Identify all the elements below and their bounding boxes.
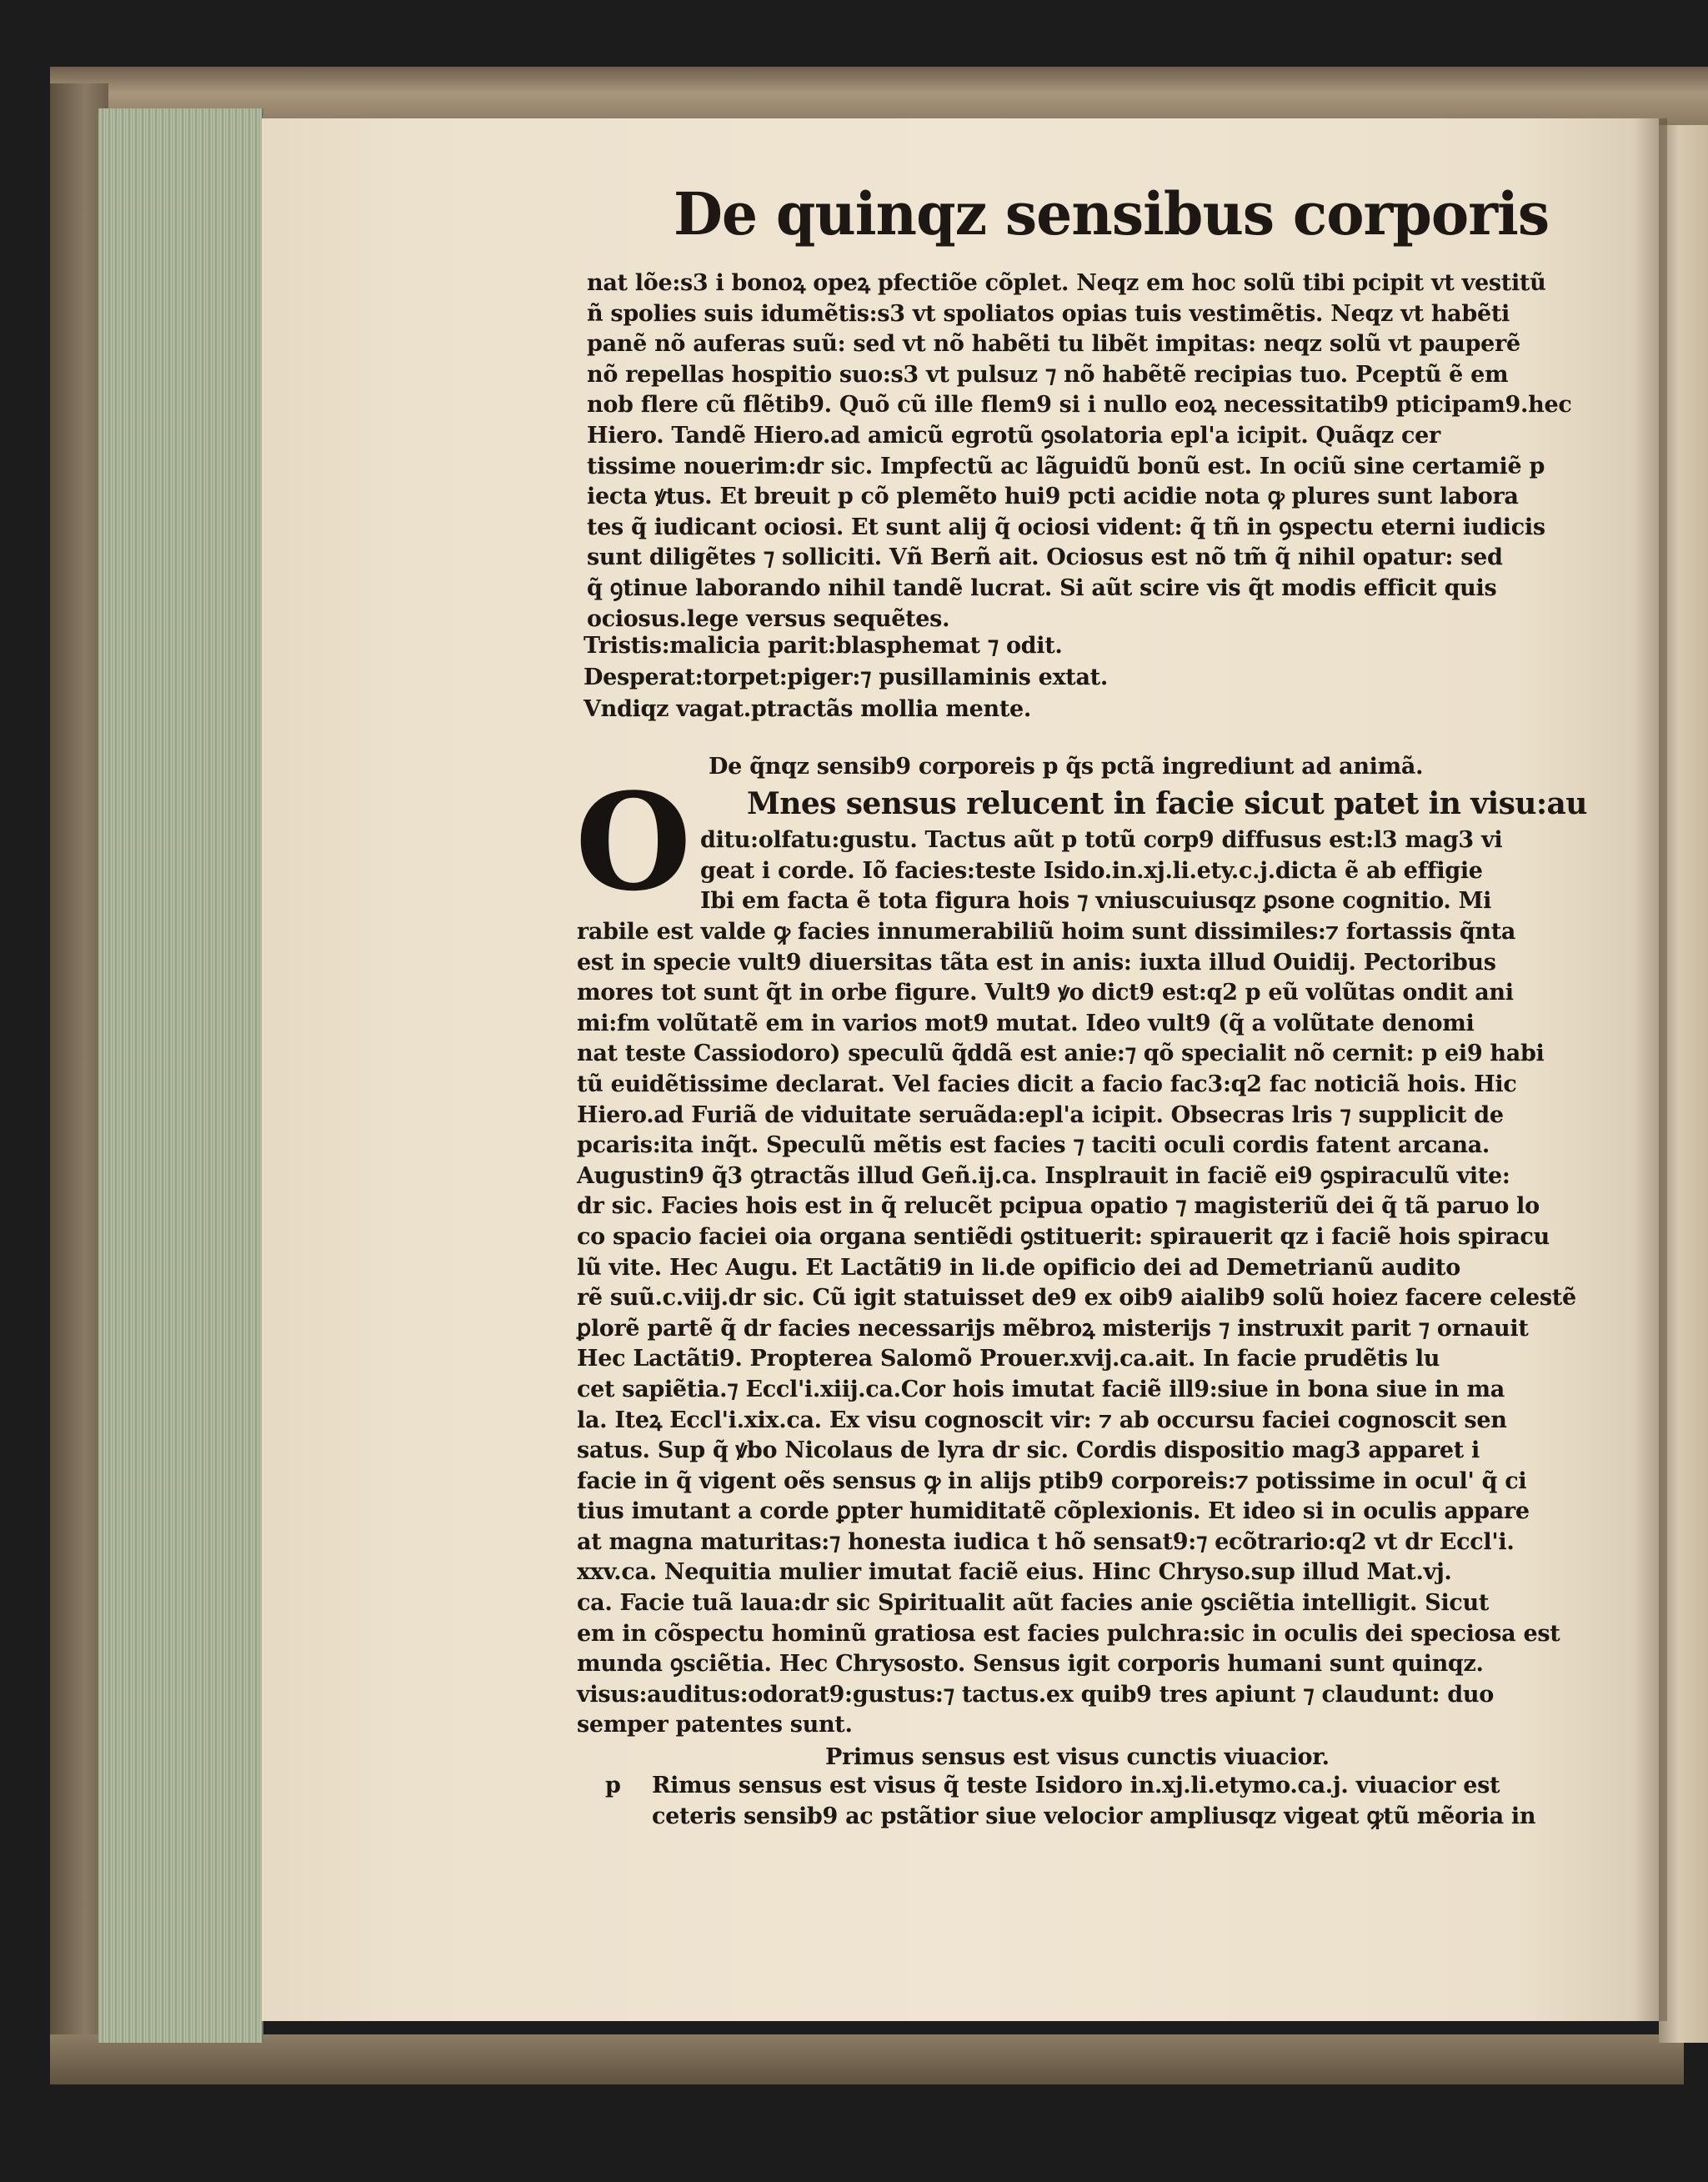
text-line: tius imutant a corde ꝑpter humiditatẽ cõplexionis. Et ideo si in oculis appare (577, 1498, 1530, 1525)
text-line: visus:auditus:odorat9:gustus:⁊ tactus.ex quib9 tres apiunt ⁊ claudunt: duo (577, 1681, 1494, 1708)
text-line: ditu:olfatu:gustu. Tactus aũt p totũ corp9 diffusus est:l3 mag3 vi (700, 827, 1503, 853)
paragraph-3 (652, 1771, 1594, 1832)
text-line: panẽ nõ auferas suũ: sed vt nõ habẽti tu libẽt impitas: neqz solũ vt pauperẽ (587, 331, 1520, 358)
text-line: facie in q̃ vigent oẽs sensus ꝙ in alijs ptib9 corporeis:⁊ potissime in ocul' q̃ ci (577, 1467, 1527, 1494)
text-line: iecta ꝟtus. Et breuit p cõ plemẽto hui9 pcti acidie nota ꝙ plures sunt labora (587, 484, 1519, 510)
guide-letter: p (605, 1773, 621, 1798)
text-line: ñ spolies suis idumẽtis:s3 vt spoliatos opias tuis vestimẽtis. Neqz vt habẽti (587, 300, 1510, 327)
text-line: rẽ suũ.c.viij.dr sic. Cũ igit statuisset de9 ex oib9 aialib9 solũ hoiez facere celestẽ (577, 1285, 1576, 1312)
text-line: tũ euidẽtissime declarat. Vel facies dicit a facio fac3:q2 fac noticiã hois. Hic (577, 1071, 1517, 1097)
text-line: dr sic. Facies hois est in q̃ relucẽt pcipua opatio ⁊ magisteriũ dei q̃ tã paruo lo (577, 1193, 1540, 1220)
text-line: co spacio faciei oia organa sentiẽdi ꝯstituerit: spirauerit qz i faciẽ hois spiracu (577, 1223, 1550, 1250)
paragraph-2-indented (700, 825, 1600, 917)
text-line: em in cõspectu hominũ gratiosa est facies pulchra:sic in oculis dei speciosa est (577, 1620, 1560, 1647)
text-line: tissime nouerim:dr sic. Impfectũ ac lãguidũ bonũ est. In ociũ sine certamiẽ p (587, 453, 1545, 479)
text-line: Ibi em facta ẽ tota figura hois ⁊ vniuscuiusqz ꝑsone cognitio. Mi (700, 888, 1492, 915)
text-line: rabile est valde ꝙ facies innumerabiliũ hoim sunt dissimiles:⁊ fortassis q̃nta (577, 919, 1516, 945)
text-line: Augustin9 q̃3 ꝯtractãs illud Geñ.ij.ca. Insplrauit in faciẽ ei9 ꝯspiraculũ vite: (577, 1162, 1510, 1189)
running-title: De quinqz sensibus corporis (674, 179, 1550, 248)
text-line: nõ repellas hospitio suo:s3 vt pulsuz ⁊ nõ habẽtẽ recipias tuo. Pceptũ ẽ em (587, 361, 1509, 388)
text-line: munda ꝯsciẽtia. Hec Chrysosto. Sensus igit corporis humani sunt quinqz. (577, 1651, 1484, 1678)
text-line: nat teste Cassiodoro) speculũ q̃ddã est anie:⁊ qõ specialit nõ cernit: p ei9 habi (577, 1041, 1545, 1067)
text-line: lũ vite. Hec Augu. Et Lactãti9 in li.de opificio dei ad Demetrianũ audito (577, 1254, 1460, 1281)
book-cover-top-edge (50, 67, 1708, 125)
text-line: nob flere cũ flẽtib9. Quõ cũ ille flem9 si i nullo eoꝝ necessitatib9 pticipam9.hec (587, 392, 1572, 419)
text-line: est in specie vult9 diuersitas tãta est in anis: iuxta illud Ouidij. Pectoribus (577, 949, 1496, 976)
chapter-heading: De q̃nqz sensib9 corporeis p q̃s pctã ingrediunt ad animã. (709, 754, 1424, 780)
text-line: at magna maturitas:⁊ honesta iudica t hõ sensat9:⁊ ecõtrario:q2 vt dr Eccl'i. (577, 1528, 1515, 1555)
verse-block (584, 630, 1217, 725)
text-line: q̃ ꝯtinue laborando nihil tandẽ lucrat. Si aũt scire vis q̃t modis efficit quis (587, 574, 1497, 601)
text-line: cet sapiẽtia.⁊ Eccl'i.xiij.ca.Cor hois imutat faciẽ ill9:siue in bona siue in ma (577, 1376, 1505, 1402)
text-line: geat i corde. Iõ facies:teste Isido.in.xj.li.ety.c.j.dicta ẽ ab effigie (700, 857, 1483, 884)
page-stack-edges (98, 108, 263, 2043)
text-line: tes q̃ iudicant ociosi. Et sunt alij q̃ ociosi vident: q̃ tñ in ꝯspectu eterni iudicis (587, 514, 1545, 540)
text-line: Hiero. Tandẽ Hiero.ad amicũ egrotũ ꝯsolatoria epl'a icipit. Quãqz cer (587, 422, 1440, 449)
paragraph-2 (577, 917, 1602, 1741)
text-line: mores tot sunt q̃t in orbe figure. Vult9 ꝟo dict9 est:q2 p eũ volũtas ondit ani (577, 980, 1514, 1006)
text-line: ꝑlorẽ partẽ q̃ dr facies necessarijs mẽbroꝝ misterijs ⁊ instruxit parit ⁊ ornauit (577, 1315, 1529, 1342)
verse-line: Tristis:malicia parit:blasphemat ⁊ odit. (584, 633, 1063, 659)
text-line: Rimus sensus est visus q̃ teste Isidoro in.xj.li.etymo.ca.j. viuacior est (652, 1773, 1500, 1798)
text-line: Hec Lactãti9. Propterea Salomõ Prouer.xvij.ca.ait. In facie prudẽtis lu (577, 1346, 1440, 1372)
text-line: ca. Facie tuã laua:dr sic Spiritualit aũt facies anie ꝯsciẽtia intelligit. Sicut (577, 1590, 1490, 1617)
text-line: pcaris:ita inq̃t. Speculũ mẽtis est facies ⁊ taciti oculi cordis fatent arcana. (577, 1132, 1490, 1159)
drop-cap-initial: O (575, 764, 692, 920)
gutter-shadow (1634, 118, 1667, 2021)
verse-line: Desperat:torpet:piger:⁊ pusillaminis extat. (584, 665, 1108, 690)
text-line: ociosus.lege versus sequẽtes. (587, 605, 950, 632)
section-subheading: Primus sensus est visus cunctis viuacior. (825, 1744, 1330, 1770)
text-line: Hiero.ad Furiã de viduitate seruãda:epl'a icipit. Obsecras lris ⁊ supplicit de (577, 1101, 1504, 1128)
book-cover-bottom-edge (50, 2034, 1684, 2084)
text-line: nat lõe:s3 i bonoꝝ opeꝝ pfectiõe cõplet. Neqz em hoc solũ tibi pcipit vt vestitũ (587, 270, 1546, 296)
text-line: satus. Sup q̃ ꝟbo Nicolaus de lyra dr sic. Cordis dispositio mag3 apparet i (577, 1437, 1480, 1464)
text-line: xxv.ca. Nequitia mulier imutat faciẽ eius. Hinc Chryso.sup illud Mat.vj. (577, 1559, 1452, 1586)
paragraph-2-opening-line: Mnes sensus relucent in facie sicut patet in visu:au (747, 786, 1587, 821)
verse-line: Vndiqz vagat.ptractãs mollia mente. (584, 696, 1032, 722)
text-line: mi:fm volũtatẽ em in varios mot9 mutat. Ideo vult9 (q̃ a volũtate denomi (577, 1010, 1475, 1036)
text-line: semper patentes sunt. (577, 1712, 853, 1738)
text-line: sunt diligẽtes ⁊ solliciti. Vñ Berñ ait. Ociosus est nõ tm̃ q̃ nihil opatur: sed (587, 544, 1503, 571)
paragraph-1 (587, 268, 1595, 635)
text-line: ceteris sensib9 ac pstãtior siue velocior ampliusqz vigeat ꝙtũ mẽoria in (652, 1803, 1536, 1829)
text-line: la. Iteꝝ Eccl'i.xix.ca. Ex visu cognoscit vir: ⁊ ab occursu faciei cognoscit sen (577, 1407, 1507, 1433)
